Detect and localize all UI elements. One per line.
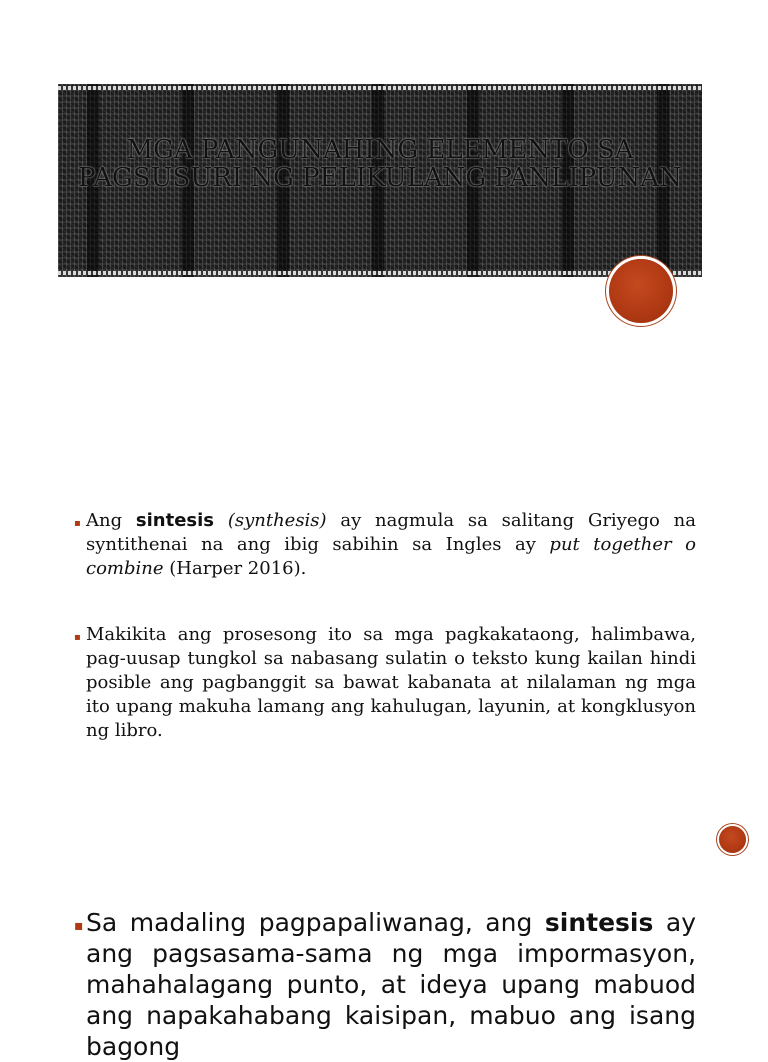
text-run: Ang	[86, 510, 136, 531]
bullet-text: Makikita ang prosesong ito sa mga pagkakataong, halimbawa, pag-uusap tungkol sa nabasang sulatin o teksto kung kailan hindi posible ang pagbanggit sa bawat kabanata at nilalaman ng mga ito upang makuha lamang ang kahulugan, layunin, at kongklusyon ng libro.	[86, 624, 696, 741]
text-run: Sa madaling pagpapaliwanag, ang	[86, 908, 545, 937]
decorative-circle-small	[719, 826, 746, 853]
decorative-circle	[609, 259, 673, 323]
text-run: ay nagmula sa salitang Griyego na syntithenai na ang ibig sabihin sa Ingles ay	[86, 510, 696, 555]
bullet-text	[86, 509, 696, 581]
bullet-sintesis-example	[74, 623, 696, 743]
term-sintesis: sintesis	[135, 510, 215, 531]
slide-title-line-2: PAGSUSURI NG PELIKULANG PANLIPUNAN	[78, 163, 682, 193]
bullet-marker: ▪	[74, 918, 84, 934]
bullet-sintesis-definition	[74, 509, 696, 581]
title-banner	[58, 84, 702, 277]
slide-title	[58, 136, 702, 192]
term-synthesis: (synthesis)	[227, 510, 327, 531]
slide-title-line-1: MGA PANGUNAHING ELEMENTO SA	[126, 135, 634, 165]
text-run: ay ang pagsasama-sama ng mga impormasyon, mahahalagang punto, at ideya upang mabuod ang napakahabang kaisipan, mabuo ang isang bagong	[86, 908, 696, 1061]
term-sintesis: sintesis	[544, 908, 654, 937]
bullet-sintesis-explanation	[74, 907, 696, 1062]
text-run	[214, 510, 228, 531]
citation: (Harper 2016).	[163, 558, 307, 579]
bullet-text	[86, 907, 696, 1062]
english-meaning: put together o combine	[86, 534, 696, 579]
bullet-marker: ▪	[74, 632, 81, 643]
bullet-marker: ▪	[74, 518, 81, 529]
